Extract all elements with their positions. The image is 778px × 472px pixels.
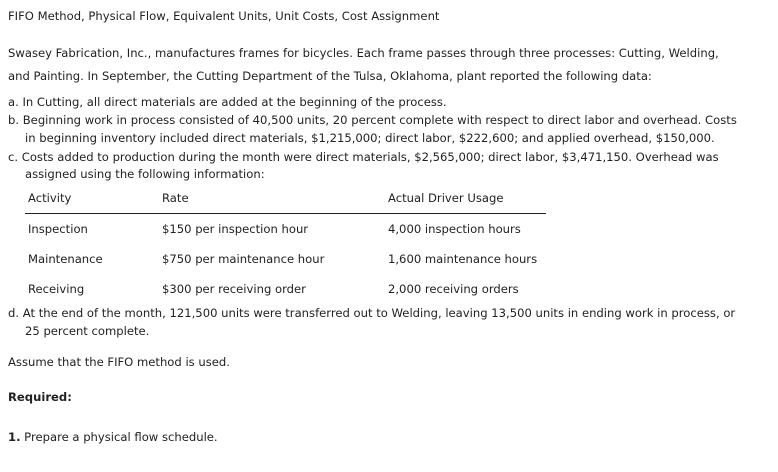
row-usage: 4,000 inspection hours — [388, 222, 521, 236]
item-d-line-1: d. At the end of the month, 121,500 units were transferred out to Welding, leaving 13,500 units in ending work in process, or — [8, 306, 736, 320]
required-heading: Required: — [8, 390, 72, 404]
item-b-line-1: b. Beginning work in process consisted of 40,500 units, 20 percent complete with respect to direct labor and overhead. Costs — [8, 113, 737, 127]
item-a: a. In Cutting, all direct materials are added at the beginning of the process. — [8, 95, 447, 109]
question-number: 1. — [8, 430, 21, 444]
item-c-line-1: c. Costs added to production during the month were direct materials, $2,565,000; direct labor, $3,471,150. Overhead was — [8, 150, 719, 164]
row-activity: Maintenance — [28, 252, 103, 266]
assumption: Assume that the FIFO method is used. — [8, 355, 230, 369]
question-text: Prepare a physical flow schedule. — [24, 430, 218, 444]
item-b-line-2: in beginning inventory included direct materials, $1,215,000; direct labor, $222,600; and applied overhead, $150,000. — [25, 131, 715, 145]
item-c-line-2: assigned using the following information: — [25, 167, 265, 181]
row-rate: $300 per receiving order — [162, 282, 306, 296]
item-d-line-2: 25 percent complete. — [25, 324, 150, 338]
row-usage: 2,000 receiving orders — [388, 282, 519, 296]
header-rate: Rate — [162, 191, 189, 205]
intro-line-2: and Painting. In September, the Cutting Department of the Tulsa, Oklahoma, plant reported the following data: — [8, 69, 652, 83]
row-rate: $150 per inspection hour — [162, 222, 309, 236]
row-usage: 1,600 maintenance hours — [388, 252, 538, 266]
row-activity: Receiving — [28, 282, 85, 296]
header-divider — [25, 213, 546, 214]
header-activity: Activity — [28, 191, 72, 205]
row-rate: $750 per maintenance hour — [162, 252, 325, 266]
header-usage: Actual Driver Usage — [388, 191, 504, 205]
intro-line-1: Swasey Fabrication, Inc., manufactures frames for bicycles. Each frame passes through three processes: Cutting, Welding, — [8, 46, 719, 60]
page-title: FIFO Method, Physical Flow, Equivalent Units, Unit Costs, Cost Assignment — [8, 9, 440, 23]
row-activity: Inspection — [28, 222, 88, 236]
question-1 — [8, 430, 218, 444]
